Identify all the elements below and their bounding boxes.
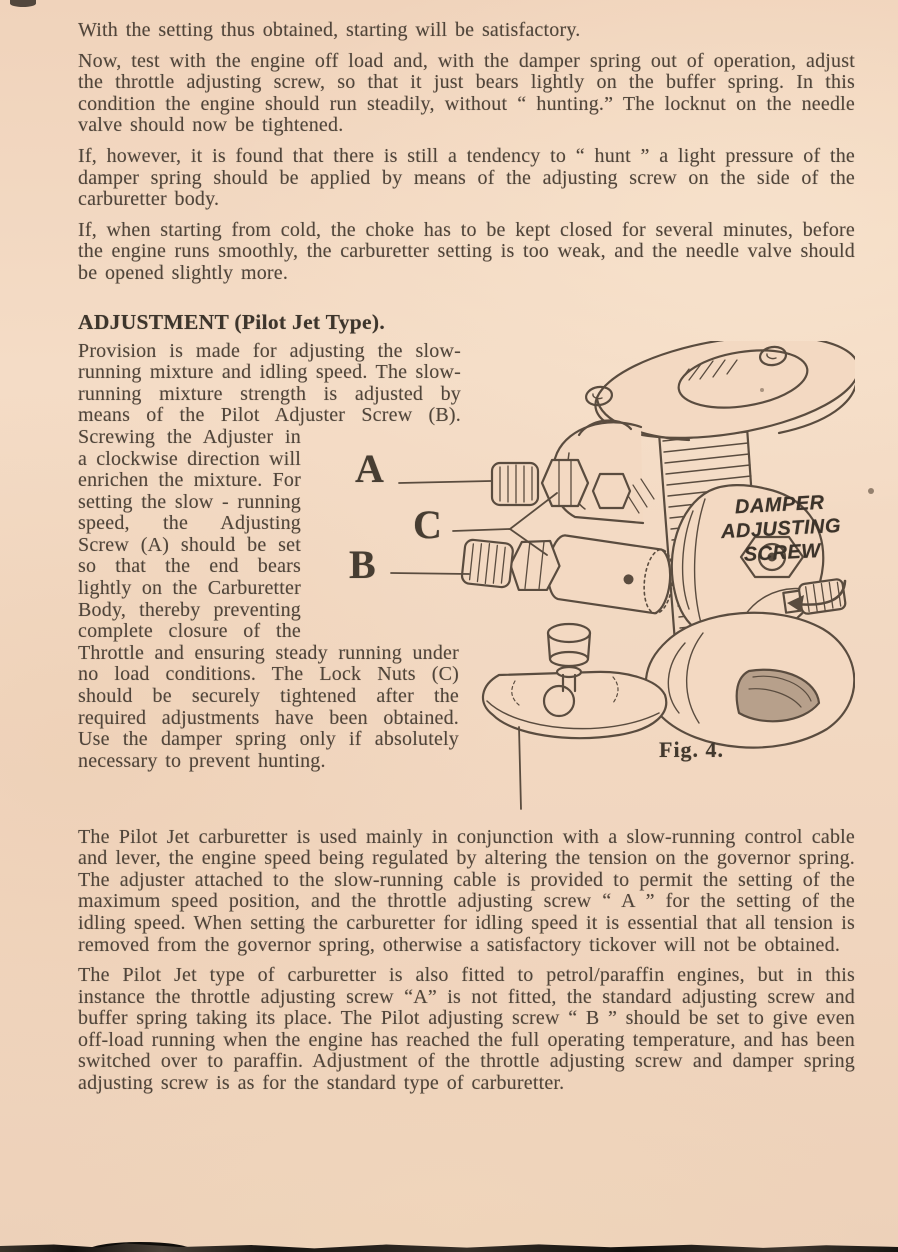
figure-caption: Fig. 4. [659,736,725,762]
figure-label-b: B [349,541,376,587]
paper-speck [760,388,764,392]
scan-corner-mark [10,0,36,7]
paper-speck [300,925,305,929]
paragraph-slow-running-cable: The Pilot Jet carburetter is used mainly in conjunction with a slow-running control cable and lever, the engine speed being regulated by altering the tension on the governor spring. The adjuster attached to the slow-running cable is provided to permit the setting of the maximum speed position, and the throttle adjusting screw “ A ” for the setting of the idling speed. When setting the carburetter for idling speed it is essential that all tension is removed from the governor spring, otherwise a satisfactory tickover will not be obtained. [78,825,855,956]
screw-b [460,525,676,615]
figure-label-c: C [413,501,442,547]
figure-label-a: A [355,445,384,491]
paragraph-off-load-test: Now, test with the engine off load and, with the damper spring out of operation, adjust the throttle adjusting screw, so that it just bears lightly on the buffer spring. In this condition the engine should run steadily, without “ hunting.” The locknut on the needle valve should now be tightened. [78,49,855,137]
carburetter-illustration [307,341,855,821]
hanging-line [519,727,521,809]
section-heading: ADJUSTMENT (Pilot Jet Type). [78,309,386,334]
damper-annotation-line: SCREW [743,539,822,566]
damper-annotation-line: ADJUSTING [720,514,842,543]
paragraph-starting: With the setting thus obtained, starting will be satisfactory. [78,19,581,41]
damper-annotation [703,489,859,569]
figure-4 [307,341,855,821]
paragraph-cold-start: If, when starting from cold, the choke has to be kept closed for several minutes, before the engine runs smoothly, the carburetter setting is too weak, and the needle valve should be opened slightly more. [78,218,855,284]
paragraph-section-body: Provision is made for adjusting the slow-running mixture and idling speed. The slow-running mixture strength is adjusted by means of the Pilot Adjuster Screw (B). Screwing the Adjuster in a clockwise direction will enrichen the mixture. For setting the slow - running speed, the Adjusting Screw (A) should be set so that the end bears lightly on the Carburetter Body, thereby preventing complete closure of the Throttle and ensuring steady running under no load conditions. The Lock Nuts (C) should be securely tightened after the required adjustments have been obtained. Use the damper spring only if absolutely necessary to prevent hunting. [78,339,461,772]
paragraph-petrol-paraffin: The Pilot Jet type of carburetter is also fitted to petrol/paraffin engines, but in this instance the throttle adjusting screw “A” is not fitted, the standard adjusting screw and buffer spring taking its place. The Pilot adjusting screw “ B ” should be set to give even off-load running when the engine has reached the full operating temperature, and has been switched over to paraffin. Adjustment of the throttle adjusting screw and damper spring adjusting screw is as for the standard type of carburetter. [78,964,855,1095]
barrel [646,612,854,747]
paper-speck [868,488,874,494]
damper-annotation-line: DAMPER [734,491,826,518]
paragraph-hunting: If, however, it is found that there is still a tendency to “ hunt ” a light pressure of the damper spring should be applied by means of the adjusting screw on the side of the carburetter body. [78,144,855,211]
